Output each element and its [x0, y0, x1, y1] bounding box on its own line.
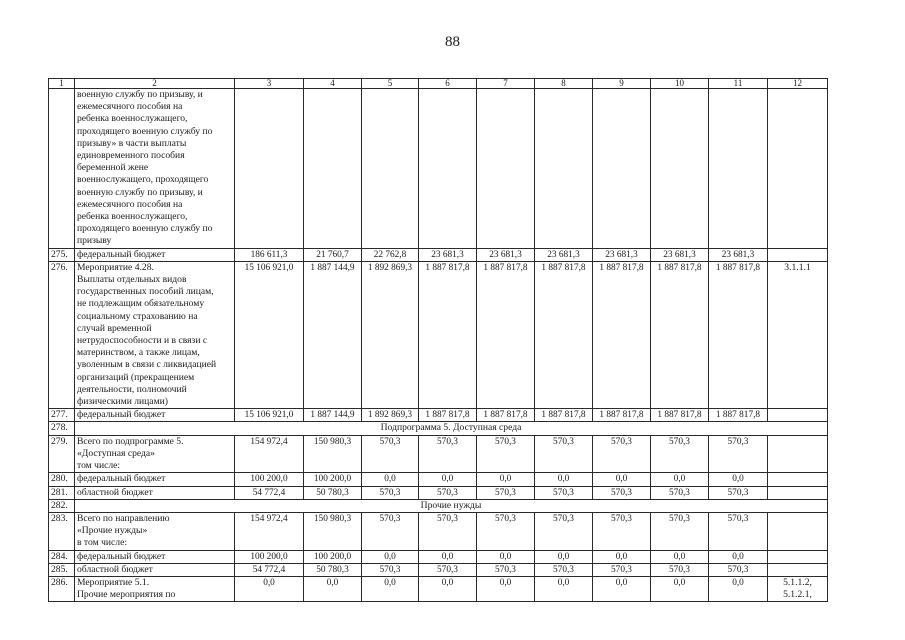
row-number: 286. — [49, 576, 75, 601]
row-number: 278. — [49, 422, 75, 435]
value-cell: 15 106 921,0 — [235, 261, 304, 408]
text-line: том числе: — [77, 460, 121, 472]
text-line: Всего по подпрограмме 5. — [77, 435, 184, 447]
value-cell: 570,3 — [651, 435, 709, 473]
row-number: 285. — [49, 563, 75, 576]
value-cell: 50 780,3 — [304, 486, 362, 499]
value-cell: 1 887 817,8 — [651, 409, 709, 422]
row-number: 282. — [49, 499, 75, 512]
header-cell: 9 — [593, 79, 651, 89]
row-name — [75, 435, 235, 473]
value-cell — [709, 89, 768, 249]
value-cell: 570,3 — [593, 435, 651, 473]
value-cell: 23 681,3 — [651, 248, 709, 261]
header-cell: 11 — [709, 79, 768, 89]
section-title: Подпрограмма 5. Доступная среда — [75, 422, 828, 435]
value-cell: 0,0 — [651, 473, 709, 486]
value-cell: 23 681,3 — [709, 248, 768, 261]
table-row — [49, 486, 828, 499]
value-cell: 23 681,3 — [593, 248, 651, 261]
row-name — [75, 550, 235, 563]
code-cell — [768, 89, 828, 249]
budget-table — [48, 78, 828, 602]
value-cell: 186 611,3 — [235, 248, 304, 261]
value-cell: 570,3 — [535, 512, 593, 550]
code-cell — [768, 550, 828, 563]
value-cell: 0,0 — [419, 473, 477, 486]
value-cell: 1 887 817,8 — [651, 261, 709, 408]
code-cell — [768, 486, 828, 499]
value-cell: 570,3 — [362, 435, 419, 473]
row-name — [75, 261, 235, 408]
value-cell: 570,3 — [477, 563, 535, 576]
value-cell: 1 887 817,8 — [477, 409, 535, 422]
code-cell — [768, 248, 828, 261]
text-line: федеральный бюджет — [77, 248, 166, 260]
value-cell: 570,3 — [593, 563, 651, 576]
text-line: социальному страхованию на — [77, 310, 198, 322]
row-number: 283. — [49, 512, 75, 550]
row-number: 279. — [49, 435, 75, 473]
text-line: в том числе: — [77, 537, 128, 549]
value-cell — [362, 89, 419, 249]
value-cell: 22 762,8 — [362, 248, 419, 261]
value-cell: 570,3 — [419, 512, 477, 550]
value-cell: 570,3 — [477, 512, 535, 550]
row-number: 275. — [49, 248, 75, 261]
value-cell: 23 681,3 — [477, 248, 535, 261]
value-cell: 0,0 — [362, 576, 419, 601]
value-cell: 570,3 — [362, 486, 419, 499]
value-cell: 570,3 — [362, 512, 419, 550]
table-row — [49, 550, 828, 563]
text-line: физическими лицами) — [77, 396, 168, 408]
table-row — [49, 261, 828, 408]
code-cell — [768, 435, 828, 473]
value-cell: 1 887 817,8 — [593, 409, 651, 422]
row-name — [75, 409, 235, 422]
code-cell — [768, 512, 828, 550]
row-name — [75, 473, 235, 486]
text-line: нетрудоспособности и в связи с — [77, 335, 208, 347]
value-cell: 23 681,3 — [419, 248, 477, 261]
value-cell: 0,0 — [651, 550, 709, 563]
text-line: военную службу по призыву, и — [77, 186, 203, 198]
text-line: Прочие мероприятия по — [77, 589, 176, 601]
value-cell: 570,3 — [477, 486, 535, 499]
header-cell: 5 — [362, 79, 419, 89]
header-cell: 10 — [651, 79, 709, 89]
value-cell: 1 887 817,8 — [419, 409, 477, 422]
value-cell: 0,0 — [535, 473, 593, 486]
header-cell: 8 — [535, 79, 593, 89]
code-cell — [768, 261, 828, 408]
value-cell: 154 972,4 — [235, 435, 304, 473]
value-cell: 0,0 — [651, 576, 709, 601]
value-cell: 1 892 869,3 — [362, 409, 419, 422]
text-line: Мероприятие 5.1. — [77, 576, 150, 588]
table-row — [49, 512, 828, 550]
value-cell: 0,0 — [535, 550, 593, 563]
text-line: ребенка военнослужащего, — [77, 113, 188, 125]
value-cell: 570,3 — [535, 435, 593, 473]
value-cell — [304, 89, 362, 249]
text-line: призыву — [77, 235, 112, 247]
row-name — [75, 248, 235, 261]
value-cell: 100 200,0 — [235, 473, 304, 486]
value-cell: 0,0 — [535, 576, 593, 601]
header-cell: 6 — [419, 79, 477, 89]
code-cell — [768, 473, 828, 486]
continuation-row — [49, 89, 828, 249]
value-cell: 570,3 — [362, 563, 419, 576]
row-name — [75, 512, 235, 550]
value-cell: 570,3 — [419, 435, 477, 473]
text-line: организаций (прекращением — [77, 371, 195, 383]
value-cell: 100 200,0 — [304, 550, 362, 563]
value-cell: 570,3 — [651, 512, 709, 550]
text-line: «Доступная среда» — [77, 447, 155, 459]
row-number: 284. — [49, 550, 75, 563]
text-line: ежемесячного пособия на — [77, 101, 183, 113]
value-cell: 0,0 — [709, 473, 768, 486]
value-cell: 0,0 — [593, 576, 651, 601]
code-cell — [768, 563, 828, 576]
value-cell: 0,0 — [709, 576, 768, 601]
table-row — [49, 576, 828, 601]
row-name — [75, 563, 235, 576]
value-cell: 0,0 — [477, 576, 535, 601]
value-cell: 0,0 — [419, 550, 477, 563]
text-line: ежемесячного пособия на — [77, 198, 183, 210]
text-line: «Прочие нужды» — [77, 525, 148, 537]
header-row — [49, 79, 828, 89]
text-line: Выплаты отдельных видов — [77, 274, 187, 286]
row-number: 281. — [49, 486, 75, 499]
text-line: случай временной — [77, 322, 152, 334]
text-line: проходящего военную службу по — [77, 223, 213, 235]
value-cell: 570,3 — [419, 486, 477, 499]
value-cell: 50 780,3 — [304, 563, 362, 576]
value-cell: 1 887 817,8 — [709, 261, 768, 408]
value-cell: 21 760,7 — [304, 248, 362, 261]
value-cell: 0,0 — [477, 473, 535, 486]
text-line: ребенка военнослужащего, — [77, 211, 188, 223]
header-cell: 7 — [477, 79, 535, 89]
value-cell: 570,3 — [709, 563, 768, 576]
header-cell: 4 — [304, 79, 362, 89]
value-cell: 570,3 — [709, 512, 768, 550]
header-cell: 1 — [49, 79, 75, 89]
value-cell: 1 887 817,8 — [419, 261, 477, 408]
value-cell — [593, 89, 651, 249]
value-cell: 0,0 — [593, 473, 651, 486]
table-row — [49, 435, 828, 473]
text-line: Всего по направлению — [77, 512, 170, 524]
value-cell: 1 887 144,9 — [304, 261, 362, 408]
table-row — [49, 499, 828, 512]
value-cell: 150 980,3 — [304, 435, 362, 473]
text-line: 5.1.1.2, — [783, 576, 812, 588]
value-cell — [535, 89, 593, 249]
value-cell: 54 772,4 — [235, 563, 304, 576]
value-cell: 100 200,0 — [235, 550, 304, 563]
row-number: 276. — [49, 261, 75, 408]
value-cell: 150 980,3 — [304, 512, 362, 550]
value-cell: 54 772,4 — [235, 486, 304, 499]
text-line: федеральный бюджет — [77, 409, 166, 421]
text-line: уволенным в связи с ликвидацией — [77, 359, 217, 371]
value-cell: 0,0 — [235, 576, 304, 601]
row-number — [49, 89, 75, 249]
table-row — [49, 248, 828, 261]
table-row — [49, 473, 828, 486]
header-cell: 3 — [235, 79, 304, 89]
value-cell: 1 887 144,9 — [304, 409, 362, 422]
code-cell — [768, 409, 828, 422]
value-cell: 1 887 817,8 — [477, 261, 535, 408]
value-cell: 1 887 817,8 — [709, 409, 768, 422]
value-cell: 570,3 — [419, 563, 477, 576]
section-title: Прочие нужды — [75, 499, 828, 512]
text-line: единовременного пособия — [77, 150, 185, 162]
value-cell: 570,3 — [709, 435, 768, 473]
value-cell — [477, 89, 535, 249]
value-cell — [419, 89, 477, 249]
text-line: беременной жене — [77, 162, 149, 174]
text-line: призыву» в части выплаты — [77, 137, 187, 149]
value-cell: 1 892 869,3 — [362, 261, 419, 408]
value-cell: 0,0 — [304, 576, 362, 601]
value-cell: 0,0 — [362, 473, 419, 486]
header-cell: 12 — [768, 79, 828, 89]
value-cell: 0,0 — [419, 576, 477, 601]
value-cell: 570,3 — [593, 486, 651, 499]
table-body — [49, 79, 828, 602]
header-cell: 2 — [75, 79, 235, 89]
value-cell: 1 887 817,8 — [535, 261, 593, 408]
text-line: Мероприятие 4.28. — [77, 261, 154, 273]
value-cell: 570,3 — [535, 486, 593, 499]
text-line: военнослужащего, проходящего — [77, 174, 209, 186]
value-cell: 570,3 — [651, 563, 709, 576]
value-cell — [235, 89, 304, 249]
continuation-text — [75, 89, 235, 249]
text-line: 3.1.1.1 — [784, 261, 811, 273]
text-line: не подлежащим обязательному — [77, 298, 205, 310]
text-line: областной бюджет — [77, 563, 153, 575]
text-line: государственных пособий лицам, — [77, 286, 214, 298]
value-cell: 570,3 — [593, 512, 651, 550]
value-cell: 23 681,3 — [535, 248, 593, 261]
row-name — [75, 486, 235, 499]
value-cell: 570,3 — [709, 486, 768, 499]
row-name — [75, 576, 235, 601]
page-number: 88 — [445, 34, 460, 50]
text-line: военную службу по призыву, и — [77, 89, 203, 100]
value-cell: 570,3 — [651, 486, 709, 499]
value-cell: 0,0 — [709, 550, 768, 563]
row-number: 277. — [49, 409, 75, 422]
value-cell: 0,0 — [593, 550, 651, 563]
value-cell: 154 972,4 — [235, 512, 304, 550]
value-cell: 15 106 921,0 — [235, 409, 304, 422]
value-cell: 0,0 — [477, 550, 535, 563]
text-line: областной бюджет — [77, 486, 153, 498]
text-line: деятельности, полномочий — [77, 383, 187, 395]
text-line: федеральный бюджет — [77, 550, 166, 562]
table-row — [49, 409, 828, 422]
value-cell — [651, 89, 709, 249]
value-cell: 570,3 — [477, 435, 535, 473]
row-number: 280. — [49, 473, 75, 486]
value-cell: 1 887 817,8 — [535, 409, 593, 422]
table-row — [49, 422, 828, 435]
text-line: федеральный бюджет — [77, 473, 166, 485]
text-line: материнством, а также лицам, — [77, 347, 200, 359]
code-cell — [768, 576, 828, 601]
table-row — [49, 563, 828, 576]
value-cell: 100 200,0 — [304, 473, 362, 486]
value-cell: 0,0 — [362, 550, 419, 563]
value-cell: 1 887 817,8 — [593, 261, 651, 408]
text-line: проходящего военную службу по — [77, 125, 213, 137]
value-cell: 570,3 — [535, 563, 593, 576]
text-line: 5.1.2.1, — [783, 589, 812, 601]
